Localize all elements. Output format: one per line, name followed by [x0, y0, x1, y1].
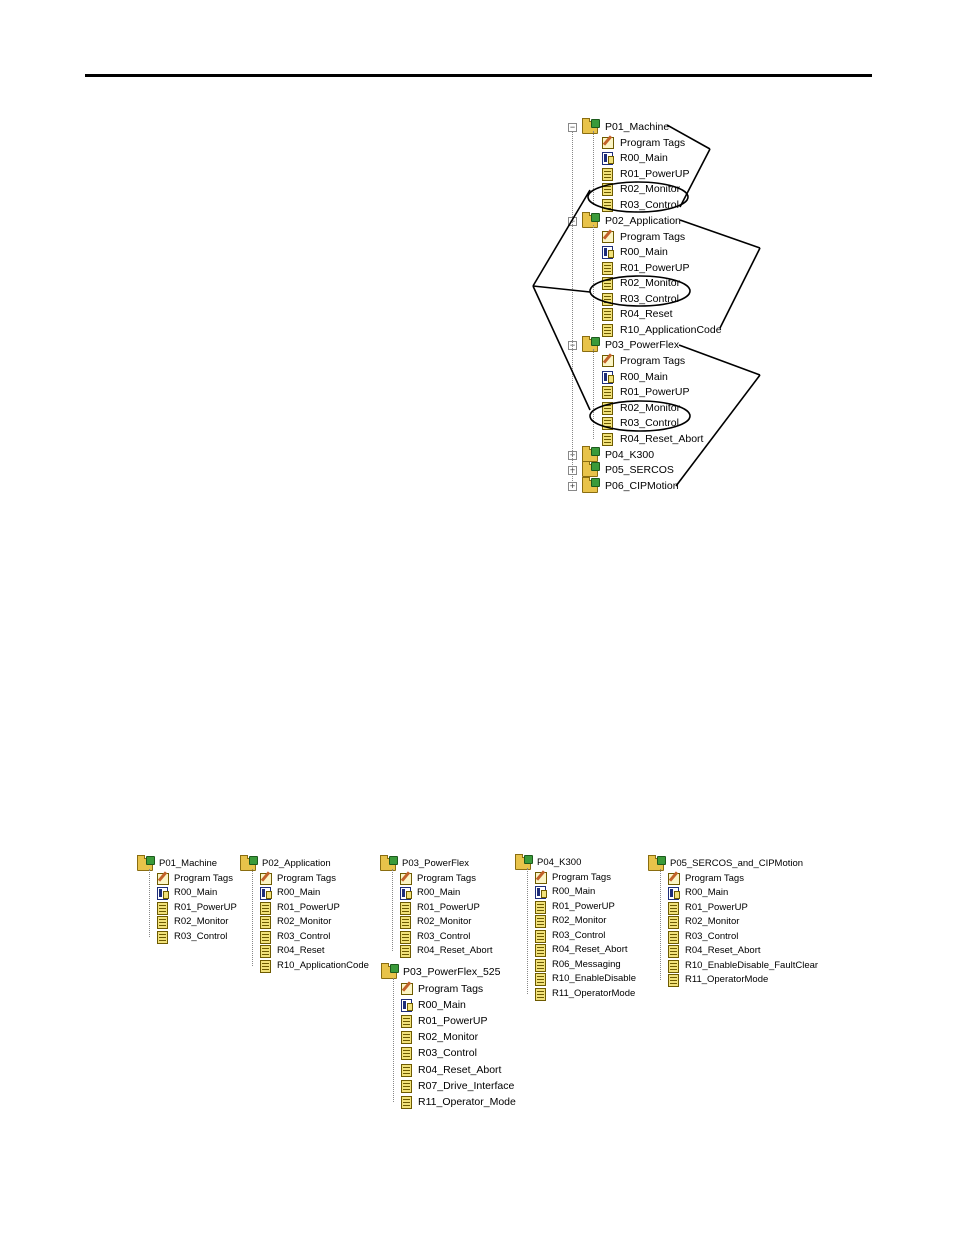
collapse-icon[interactable]: −	[569, 122, 576, 132]
tree-program[interactable]	[380, 856, 469, 872]
tree-item-label: Program Tags	[620, 355, 686, 367]
tree-program-label: P04_K300	[605, 449, 655, 461]
main-routine-icon	[260, 887, 271, 900]
tree-item[interactable]	[260, 958, 369, 974]
highlight-oval	[588, 182, 688, 212]
tree-item-label: Program Tags	[418, 983, 484, 995]
routine-icon	[260, 916, 271, 929]
tree-item-label: R01_PowerUP	[174, 902, 237, 913]
tree-item[interactable]	[535, 884, 595, 900]
callout-line	[680, 149, 710, 207]
tree-item-label: R03_Control	[620, 293, 679, 305]
tree-program-label: P01_Machine	[159, 858, 218, 869]
main-routine-icon	[401, 999, 412, 1012]
routine-icon	[400, 931, 411, 944]
tree-program-label: P03_PowerFlex	[402, 858, 470, 869]
tree-program[interactable]	[240, 856, 331, 872]
tree-item-label: R10_EnableDisable_FaultClear	[685, 960, 819, 971]
tree-item-label: R02_Monitor	[277, 916, 332, 927]
routine-icon	[535, 901, 546, 914]
tree-item-label: R04_Reset_Abort	[620, 433, 704, 445]
tree-item-label: R10_EnableDisable	[552, 973, 636, 984]
tree-guide-line	[149, 869, 150, 937]
tree-item-label: R02_Monitor	[685, 916, 740, 927]
tree-item[interactable]	[400, 943, 493, 959]
tree-item[interactable]	[401, 997, 466, 1013]
tree-program-label: P04_K300	[537, 857, 582, 868]
tree-program-label: P02_Application	[605, 215, 681, 227]
program-folder-icon	[137, 858, 153, 871]
program-tags-icon	[260, 873, 272, 885]
routine-icon	[157, 916, 168, 929]
tree-item-label: Program Tags	[174, 873, 233, 884]
tree-item[interactable]	[401, 1078, 514, 1094]
routine-icon	[535, 973, 546, 986]
tree-item[interactable]	[260, 885, 320, 901]
main-routine-icon	[400, 887, 411, 900]
routine-icon	[401, 1096, 412, 1109]
tree-item-label: R01_PowerUP	[418, 1015, 488, 1027]
tree-item[interactable]	[401, 1045, 477, 1061]
tree-item-label: R02_Monitor	[620, 277, 681, 289]
tree-item-label: R01_PowerUP	[620, 262, 690, 274]
tree-item-label: R00_Main	[685, 887, 729, 898]
routine-icon	[668, 945, 679, 958]
tree-program-label: P05_SERCOS_and_CIPMotion	[670, 858, 804, 869]
tree-item[interactable]	[668, 972, 768, 988]
routine-icon	[400, 902, 411, 915]
main-routine-icon	[668, 887, 679, 900]
tree-item-label: R03_Control	[685, 931, 739, 942]
tree-item[interactable]	[157, 885, 217, 901]
program-tags-icon	[668, 873, 680, 885]
tree-item[interactable]	[668, 885, 728, 901]
routine-icon	[668, 974, 679, 987]
tree-item-label: R04_Reset_Abort	[418, 1064, 502, 1076]
tree-item-label: R03_Control	[552, 930, 606, 941]
routine-icon	[535, 988, 546, 1001]
tree-item-label: R02_Monitor	[417, 916, 472, 927]
program-tags-icon	[535, 872, 547, 884]
routine-icon	[668, 931, 679, 944]
callout-line	[676, 375, 760, 486]
tree-item-label: R03_Control	[417, 931, 471, 942]
tree-item-label: R00_Main	[277, 887, 321, 898]
routine-icon	[401, 1064, 412, 1077]
routine-icon	[400, 945, 411, 958]
tree-program-label: P01_Machine	[605, 121, 670, 133]
routine-icon	[260, 945, 271, 958]
tree-item-label: Program Tags	[552, 872, 611, 883]
tree-item[interactable]	[401, 1013, 487, 1029]
tree-item-label: R03_Control	[418, 1047, 477, 1059]
tree-item-label: R01_PowerUP	[277, 902, 340, 913]
tree-program-label: P02_Application	[262, 858, 331, 869]
program-folder-icon	[648, 858, 664, 871]
tree-item-label: Program Tags	[620, 137, 686, 149]
tree-program-label: P05_SERCOS	[605, 464, 674, 476]
tree-program[interactable]	[515, 855, 581, 871]
tree-item[interactable]	[260, 914, 331, 930]
routine-icon	[535, 944, 546, 957]
tree-item-label: R03_Control	[620, 417, 679, 429]
tree-item[interactable]	[401, 981, 483, 997]
expand-icon[interactable]: +	[569, 481, 576, 491]
tree-program-label: P03_PowerFlex_525	[403, 966, 501, 978]
tree-program-label: P03_PowerFlex	[605, 339, 680, 351]
program-folder-icon	[515, 857, 531, 870]
tree-item-label: R03_Control	[277, 931, 331, 942]
routine-icon	[260, 902, 271, 915]
program-tags-icon	[401, 983, 413, 995]
tree-item[interactable]	[401, 1029, 478, 1045]
tree-item-label: R01_PowerUP	[552, 901, 615, 912]
routine-icon	[157, 902, 168, 915]
main-routine-icon	[157, 887, 168, 900]
tree-program[interactable]	[381, 964, 500, 980]
tree-item-label: R06_Messaging	[552, 959, 621, 970]
tree-item-label: R04_Reset	[620, 308, 673, 320]
expand-icon[interactable]: +	[569, 465, 576, 475]
bottom-tree-p03	[380, 856, 500, 966]
bottom-tree-p04	[515, 855, 645, 1001]
callout-line	[533, 286, 590, 292]
tree-item-label: Program Tags	[417, 873, 476, 884]
tree-item-label: R01_PowerUP	[417, 902, 480, 913]
tree-item[interactable]	[535, 986, 635, 1002]
tree-item-label: R00_Main	[620, 152, 668, 164]
tree-item-label: R01_PowerUP	[620, 386, 690, 398]
program-folder-icon	[380, 858, 396, 871]
callout-line	[720, 248, 760, 328]
program-folder-icon	[381, 966, 397, 979]
tree-item-label: R10_ApplicationCode	[620, 324, 722, 336]
program-folder-icon	[240, 858, 256, 871]
bottom-tree-p02	[240, 856, 375, 981]
tree-item-label: R01_PowerUP	[620, 168, 690, 180]
tree-item-label: R04_Reset_Abort	[417, 945, 493, 956]
callout-line	[679, 345, 760, 375]
tree-item-label: R01_PowerUP	[685, 902, 748, 913]
routine-icon	[260, 931, 271, 944]
tree-item-label: R04_Reset_Abort	[685, 945, 761, 956]
bottom-tree-p01	[137, 856, 242, 952]
bottom-tree-p05	[648, 856, 823, 988]
tree-program-label: P06_CIPMotion	[605, 480, 679, 492]
tree-item[interactable]	[535, 942, 628, 958]
program-tags-icon	[400, 873, 412, 885]
highlight-oval	[590, 401, 690, 431]
tree-item-label: R02_Monitor	[418, 1031, 479, 1043]
collapse-icon[interactable]: −	[569, 216, 576, 226]
routine-icon	[668, 916, 679, 929]
tree-guide-line	[660, 869, 661, 980]
main-routine-icon	[535, 886, 546, 899]
routine-icon	[401, 1047, 412, 1060]
routine-icon	[157, 931, 168, 944]
tree-item-label: R00_Main	[417, 887, 461, 898]
expand-icon[interactable]: +	[569, 450, 576, 460]
tree-item-label: R02_Monitor	[174, 916, 229, 927]
tree-item-label: R02_Monitor	[620, 402, 681, 414]
tree-item-label: R10_ApplicationCode	[277, 960, 369, 971]
tree-item[interactable]	[535, 971, 636, 987]
tree-item-label: R02_Monitor	[620, 183, 681, 195]
tree-item-label: R03_Control	[620, 199, 679, 211]
tree-item-label: R00_Main	[174, 887, 218, 898]
tree-item[interactable]	[157, 914, 228, 930]
tree-item-label: R11_Operator_Mode	[418, 1096, 516, 1108]
tree-item[interactable]	[535, 913, 606, 929]
tree-item[interactable]	[401, 1062, 501, 1078]
highlight-oval	[590, 276, 690, 306]
bottom-tree-p03-525	[381, 964, 521, 1110]
tree-item-label: R04_Reset	[277, 945, 325, 956]
routine-icon	[401, 1031, 412, 1044]
tree-item[interactable]	[400, 885, 460, 901]
tree-guide-line	[392, 869, 393, 951]
tree-guide-line	[393, 978, 394, 1102]
callout-line	[533, 286, 590, 410]
callout-line	[667, 125, 710, 149]
tree-item-label: R11_OperatorMode	[685, 974, 769, 985]
callout-line	[680, 220, 760, 248]
tree-item[interactable]	[668, 914, 739, 930]
program-tags-icon	[157, 873, 169, 885]
routine-icon	[535, 915, 546, 928]
tree-item-label: R02_Monitor	[552, 915, 607, 926]
tree-item[interactable]	[157, 929, 227, 945]
routine-icon	[535, 930, 546, 943]
tree-item-label: R03_Control	[174, 931, 228, 942]
tree-item-label: R00_Main	[418, 999, 466, 1011]
routine-icon	[401, 1080, 412, 1093]
callout-line	[533, 190, 590, 286]
tree-item-label: R07_Drive_Interface	[418, 1080, 515, 1092]
collapse-icon[interactable]: −	[569, 340, 576, 350]
routine-icon	[668, 902, 679, 915]
tree-item-label: R00_Main	[620, 246, 668, 258]
tree-guide-line	[252, 869, 253, 966]
tree-item-label: Program Tags	[685, 873, 744, 884]
tree-item[interactable]	[668, 943, 761, 959]
tree-item-label: Program Tags	[620, 231, 686, 243]
tree-item[interactable]	[260, 943, 325, 959]
tree-item-label: R11_OperatorMode	[552, 988, 636, 999]
tree-item[interactable]	[400, 914, 471, 930]
tree-item-label: R04_Reset_Abort	[552, 944, 628, 955]
tree-item[interactable]	[401, 1094, 516, 1110]
tree-guide-line	[527, 868, 528, 994]
routine-icon	[400, 916, 411, 929]
routine-icon	[401, 1015, 412, 1028]
tree-item-label: R00_Main	[552, 886, 596, 897]
routine-icon	[260, 960, 271, 973]
routine-icon	[535, 959, 546, 972]
tree-item-label: R00_Main	[620, 371, 668, 383]
tree-program[interactable]	[648, 856, 803, 872]
routine-icon	[668, 960, 679, 973]
tree-item-label: Program Tags	[277, 873, 336, 884]
